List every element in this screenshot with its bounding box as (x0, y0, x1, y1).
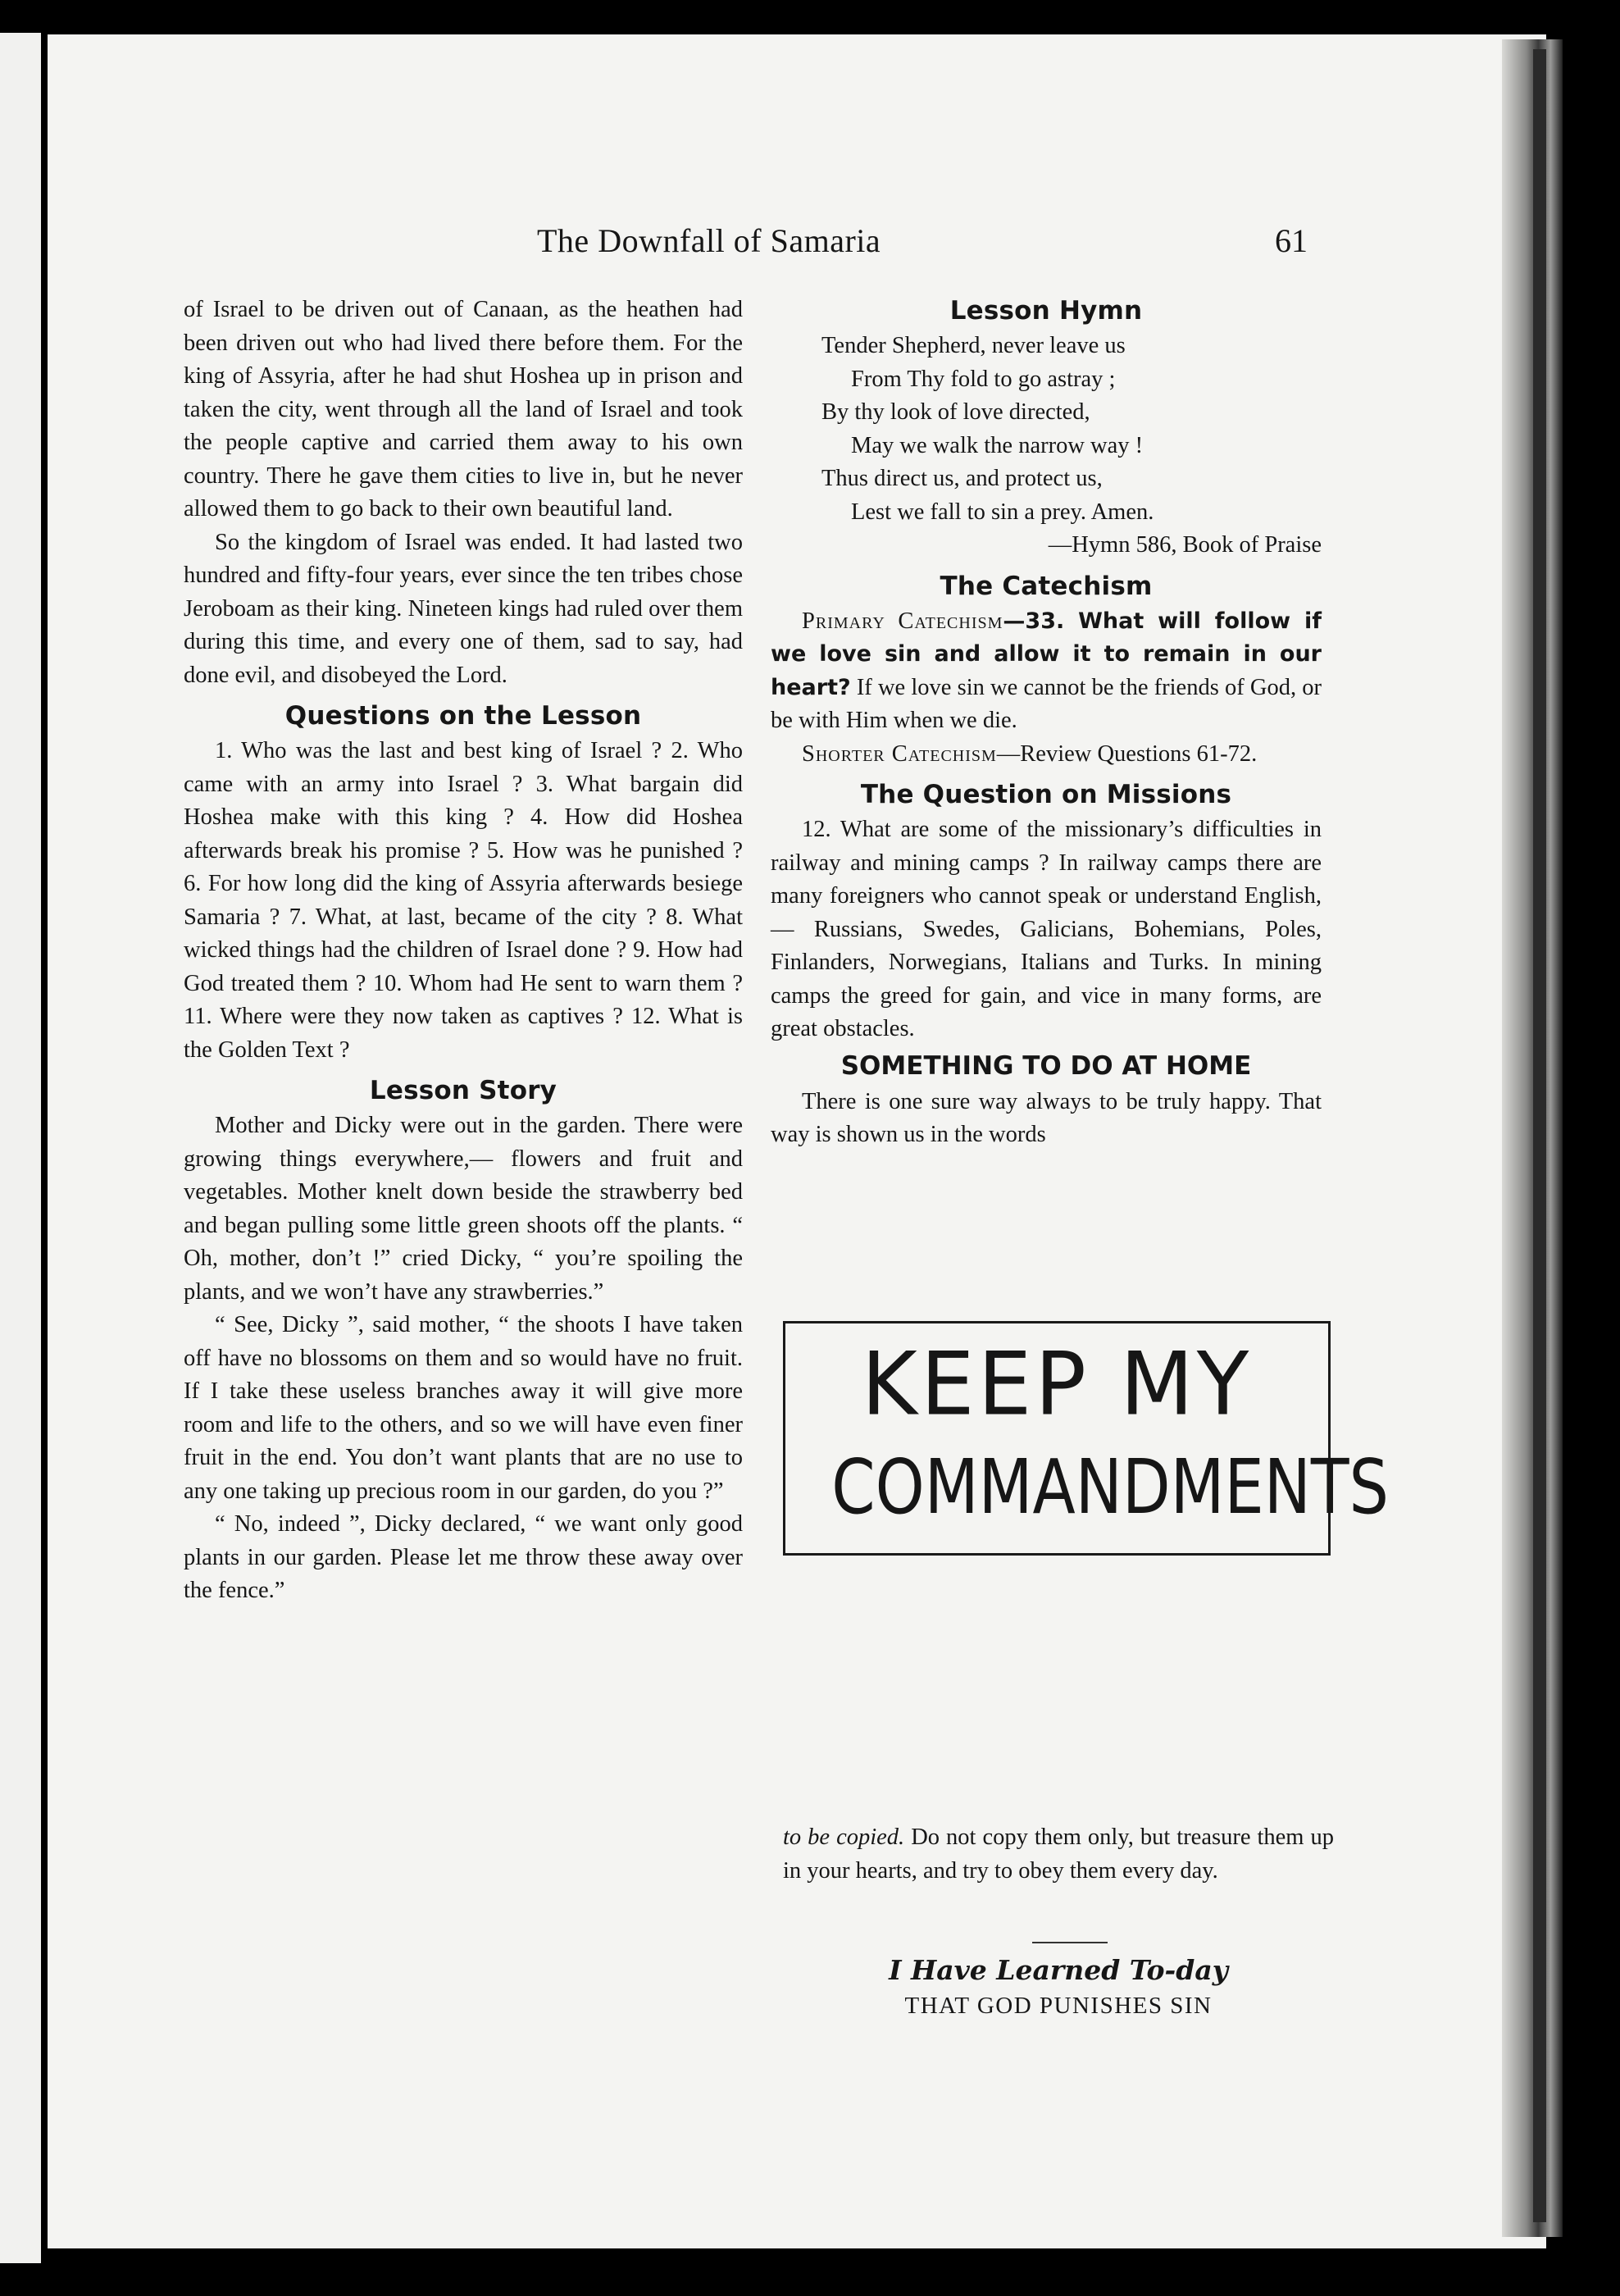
after-italic: to be copied. (783, 1824, 905, 1850)
banner-line-2: COMMANDMENTS (831, 1443, 1389, 1531)
commandments-banner (783, 1321, 1389, 1556)
hymn-source: —Hymn 586, Book of Praise (1048, 532, 1322, 558)
hymn-line-3: By thy look of love directed, (821, 399, 1090, 425)
missions-heading: The Question on Missions (860, 780, 1232, 809)
page-number: 61 (1275, 222, 1308, 259)
story-paragraph-1: Mother and Dicky were out in the garden. There were growing things everywhere,— flowers and fruit and vegetables. Mother knelt down beside the strawberry bed and began pulling some little green shoots off the plants. “ Oh, mother, don’t !” cried Dicky, “ you’re spoiling the plants, and we won’t have any strawberries.” (184, 1113, 743, 1305)
after-banner-text (783, 1820, 1334, 1888)
hymn-line-5: Thus direct us, and protect us, (821, 466, 1103, 491)
shorter-catechism (771, 738, 1322, 772)
hymn-verse (771, 330, 1322, 563)
questions-text: 1. Who was the last and best king of Israel ? 2. Who came with an army into Israel ? 3. What bargain did Hoshea make with this king ? 4. How did Hoshea afterwards break his promise ? 5. How was he punished ? 6. For how long did the king of Assyria afterwards besiege Samaria ? 7. What, at last, became of the city ? 8. What wicked things had the children of Israel done ? 9. How had God treated them ? 10. Whom had He sent to warn them ? 11. Where were they now taken as captives ? 12. What is the Golden Text ? (184, 738, 743, 1063)
hymn-line-6: Lest we fall to sin a prey. Amen. (851, 499, 1154, 525)
home-heading: SOMETHING TO DO AT HOME (840, 1050, 1252, 1081)
intro-paragraph-1: of Israel to be driven out of Canaan, as the heathen had been driven out who had lived there before them. For the king of Assyria, after he had shut Hoshea up in prison and taken the city, went through all the land of Israel and took the people captive and carried them away to his own country. There he gave them cities to live in, but he never allowed them to go back to their own beautiful land. (184, 297, 743, 522)
section-divider (1032, 1942, 1108, 1943)
primary-catechism-answer: If we love sin we cannot be the friends of God, or be with Him when we die. (771, 674, 1322, 733)
hymn-line-4: May we walk the narrow way ! (851, 432, 1144, 458)
book-spine-shadow (1533, 49, 1546, 2222)
after-text: Do not copy them only, but treasure them up in your hearts, and try to obey them every day. (783, 1824, 1334, 1884)
story-heading: Lesson Story (369, 1076, 557, 1105)
hymn-line-1: Tender Shepherd, never leave us (821, 333, 1126, 358)
learned-title: I Have Learned To-day (889, 1954, 1228, 1986)
right-column (771, 292, 1322, 1152)
questions-heading: Questions on the Lesson (284, 701, 642, 731)
learned-text: THAT GOD PUNISHES SIN (904, 1993, 1213, 2019)
primary-catechism-label: Primary Catechism (802, 608, 1003, 634)
primary-catechism (771, 605, 1322, 738)
missions-text: 12. What are some of the missionary’s difficulties in railway and mining camps ? In railway camps there are many foreigners who cannot speak or understand English,— Russians, Swedes, Galicians, Bohemians, Poles, Finlanders, Norwegians, Italians and Turks. In mining camps the greed for gain, and vice in many forms, are great obstacles. (771, 817, 1322, 1041)
banner-line-1: KEEP MY (861, 1332, 1253, 1436)
hymn-line-2: From Thy fold to go astray ; (851, 366, 1116, 392)
book-edge (1502, 39, 1563, 2237)
catechism-heading: The Catechism (940, 571, 1153, 601)
intro-paragraph-2: So the kingdom of Israel was ended. It had lasted two hundred and fifty-four years, ever since the ten tribes chose Jeroboam as their king. Nineteen kings had ruled over them during this time, and every one of them, sad to say, had done evil, and disobeyed the Lord. (184, 529, 743, 688)
story-paragraph-3: “ No, indeed ”, Dicky declared, “ we want only good plants in our garden. Please let me throw these away over the fence.” (184, 1511, 743, 1603)
shorter-catechism-label: Shorter Catechism (802, 740, 997, 767)
home-text: There is one sure way always to be truly happy. That way is shown us in the words (771, 1088, 1322, 1147)
hymn-heading: Lesson Hymn (949, 296, 1143, 326)
page-title: The Downfall of Samaria (537, 222, 881, 259)
primary-catechism-question: —33. What will follow if we love sin and allow it to remain in our heart? (771, 608, 1322, 700)
left-page-edge (0, 33, 41, 2263)
story-paragraph-2: “ See, Dicky ”, said mother, “ the shoots I have taken off have no blossoms on them and so would have no fruit. If I take these useless branches away it will give more room and life to the others, and so we will have even finer fruit in the end. You don’t want plants that are no use to any one taking up precious room in our garden, do you ?” (184, 1312, 743, 1504)
shorter-catechism-text: —Review Questions 61-72. (996, 740, 1258, 767)
left-column (184, 294, 743, 1608)
